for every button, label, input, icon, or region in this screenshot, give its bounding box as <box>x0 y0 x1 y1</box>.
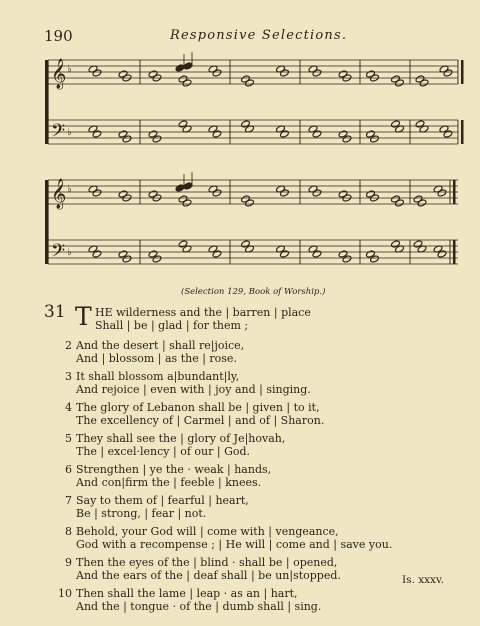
verse-3 <box>0 370 480 401</box>
verse-6 <box>0 463 480 494</box>
treble-note <box>280 69 290 77</box>
page-number: 190 <box>44 27 73 45</box>
treble-note <box>212 69 222 77</box>
quarter-note <box>183 182 193 190</box>
verse-8 <box>0 525 480 556</box>
quarter-note <box>175 64 185 72</box>
verse-line: Behold, your God will | come with | vengeance, <box>76 525 339 538</box>
final-bar <box>453 180 456 204</box>
final-bar <box>453 240 456 264</box>
verses-list <box>0 302 480 618</box>
verse-number: 5 <box>65 432 72 445</box>
treble-note <box>245 79 255 87</box>
verse-1 <box>0 302 480 339</box>
verse-7 <box>0 494 480 525</box>
flat-sign: ♭ <box>67 247 72 258</box>
treble-note <box>417 199 427 207</box>
treble-note <box>280 189 290 197</box>
treble-note <box>245 199 255 207</box>
treble-note <box>312 69 322 77</box>
verse-line: The | excel·lency | of our | God. <box>76 445 251 458</box>
source-note: (Selection 129, Book of Worship.) <box>181 287 326 297</box>
treble-note <box>212 189 222 197</box>
quarter-note <box>183 62 193 70</box>
verse-line: Strengthen | ye the · weak | hands, <box>76 463 272 476</box>
page-title: Responsive Selections. <box>170 28 348 43</box>
flat-sign: ♭ <box>67 184 72 195</box>
verse-line: They shall see the | glory of Je|hovah, <box>76 432 286 445</box>
system-brace <box>45 60 48 144</box>
verse-number: 7 <box>65 494 72 507</box>
verse-line: And the | tongue · of the | dumb shall | sing. <box>76 600 322 613</box>
flat-sign: ♭ <box>67 127 72 138</box>
treble-note <box>182 199 192 207</box>
verse-line: The excellency of | Carmel | and of | Sharon. <box>76 414 325 427</box>
verse-line: God with a recompense ; | He will | come and | save you. <box>76 538 393 551</box>
music-system-1 <box>45 52 464 146</box>
treble-note <box>395 79 405 87</box>
flat-sign: ♭ <box>67 64 72 75</box>
verse-line: And the ears of the | deaf shall | be un|stopped. <box>76 569 341 582</box>
verse-number: 8 <box>65 525 72 538</box>
verse-number: 4 <box>65 401 72 414</box>
verse-4 <box>0 401 480 432</box>
verse-line: And con|firm the | feeble | knees. <box>76 476 262 489</box>
chant-score <box>0 0 480 290</box>
verse-line: It shall blossom a|bundant|ly, <box>76 370 240 383</box>
selection-number: 31 <box>44 302 66 322</box>
final-bar <box>461 120 464 144</box>
verse-5 <box>0 432 480 463</box>
verse-10 <box>0 587 480 618</box>
treble-note <box>92 189 102 197</box>
drop-cap: T <box>75 302 92 331</box>
treble-note <box>312 189 322 197</box>
verse-line: And the desert | shall re|joice, <box>76 339 245 352</box>
verse-number: 3 <box>65 370 72 383</box>
bass-clef-icon: 𝄢 <box>51 121 66 146</box>
bass-clef-icon: 𝄢 <box>51 241 66 266</box>
scripture-reference: Is. xxxv. <box>402 574 444 586</box>
verse-number: 6 <box>65 463 72 476</box>
verse-line: And rejoice | even with | joy and | singing. <box>76 383 311 396</box>
verse-line: Then the eyes of the | blind · shall be | opened, <box>76 556 338 569</box>
treble-note <box>419 79 429 87</box>
music-system-2 <box>45 172 458 266</box>
treble-note <box>443 69 453 77</box>
system-brace <box>45 180 48 264</box>
quarter-note <box>175 184 185 192</box>
verse-line: Then shall the lame | leap · as an | hart, <box>76 587 298 600</box>
treble-note <box>437 189 447 197</box>
verse-number: 9 <box>65 556 72 569</box>
verse-line: Be | strong, | fear | not. <box>76 507 207 520</box>
final-bar <box>461 60 464 84</box>
verse-line: Shall | be | glad | for them ; <box>95 319 249 332</box>
treble-note <box>395 199 405 207</box>
treble-note <box>92 69 102 77</box>
verse-line: HE wilderness and the | barren | place <box>95 306 311 319</box>
verse-line: Say to them of | fearful | heart, <box>76 494 249 507</box>
verse-line: The glory of Lebanon shall be | given | to it, <box>76 401 320 414</box>
verse-number: 10 <box>58 587 72 600</box>
verse-2 <box>0 339 480 370</box>
verse-number: 2 <box>65 339 72 352</box>
treble-note <box>182 79 192 87</box>
verse-line: And | blossom | as the | rose. <box>76 352 237 365</box>
treble-clef-icon: 𝄞 <box>51 59 67 89</box>
treble-clef-icon: 𝄞 <box>51 179 67 209</box>
